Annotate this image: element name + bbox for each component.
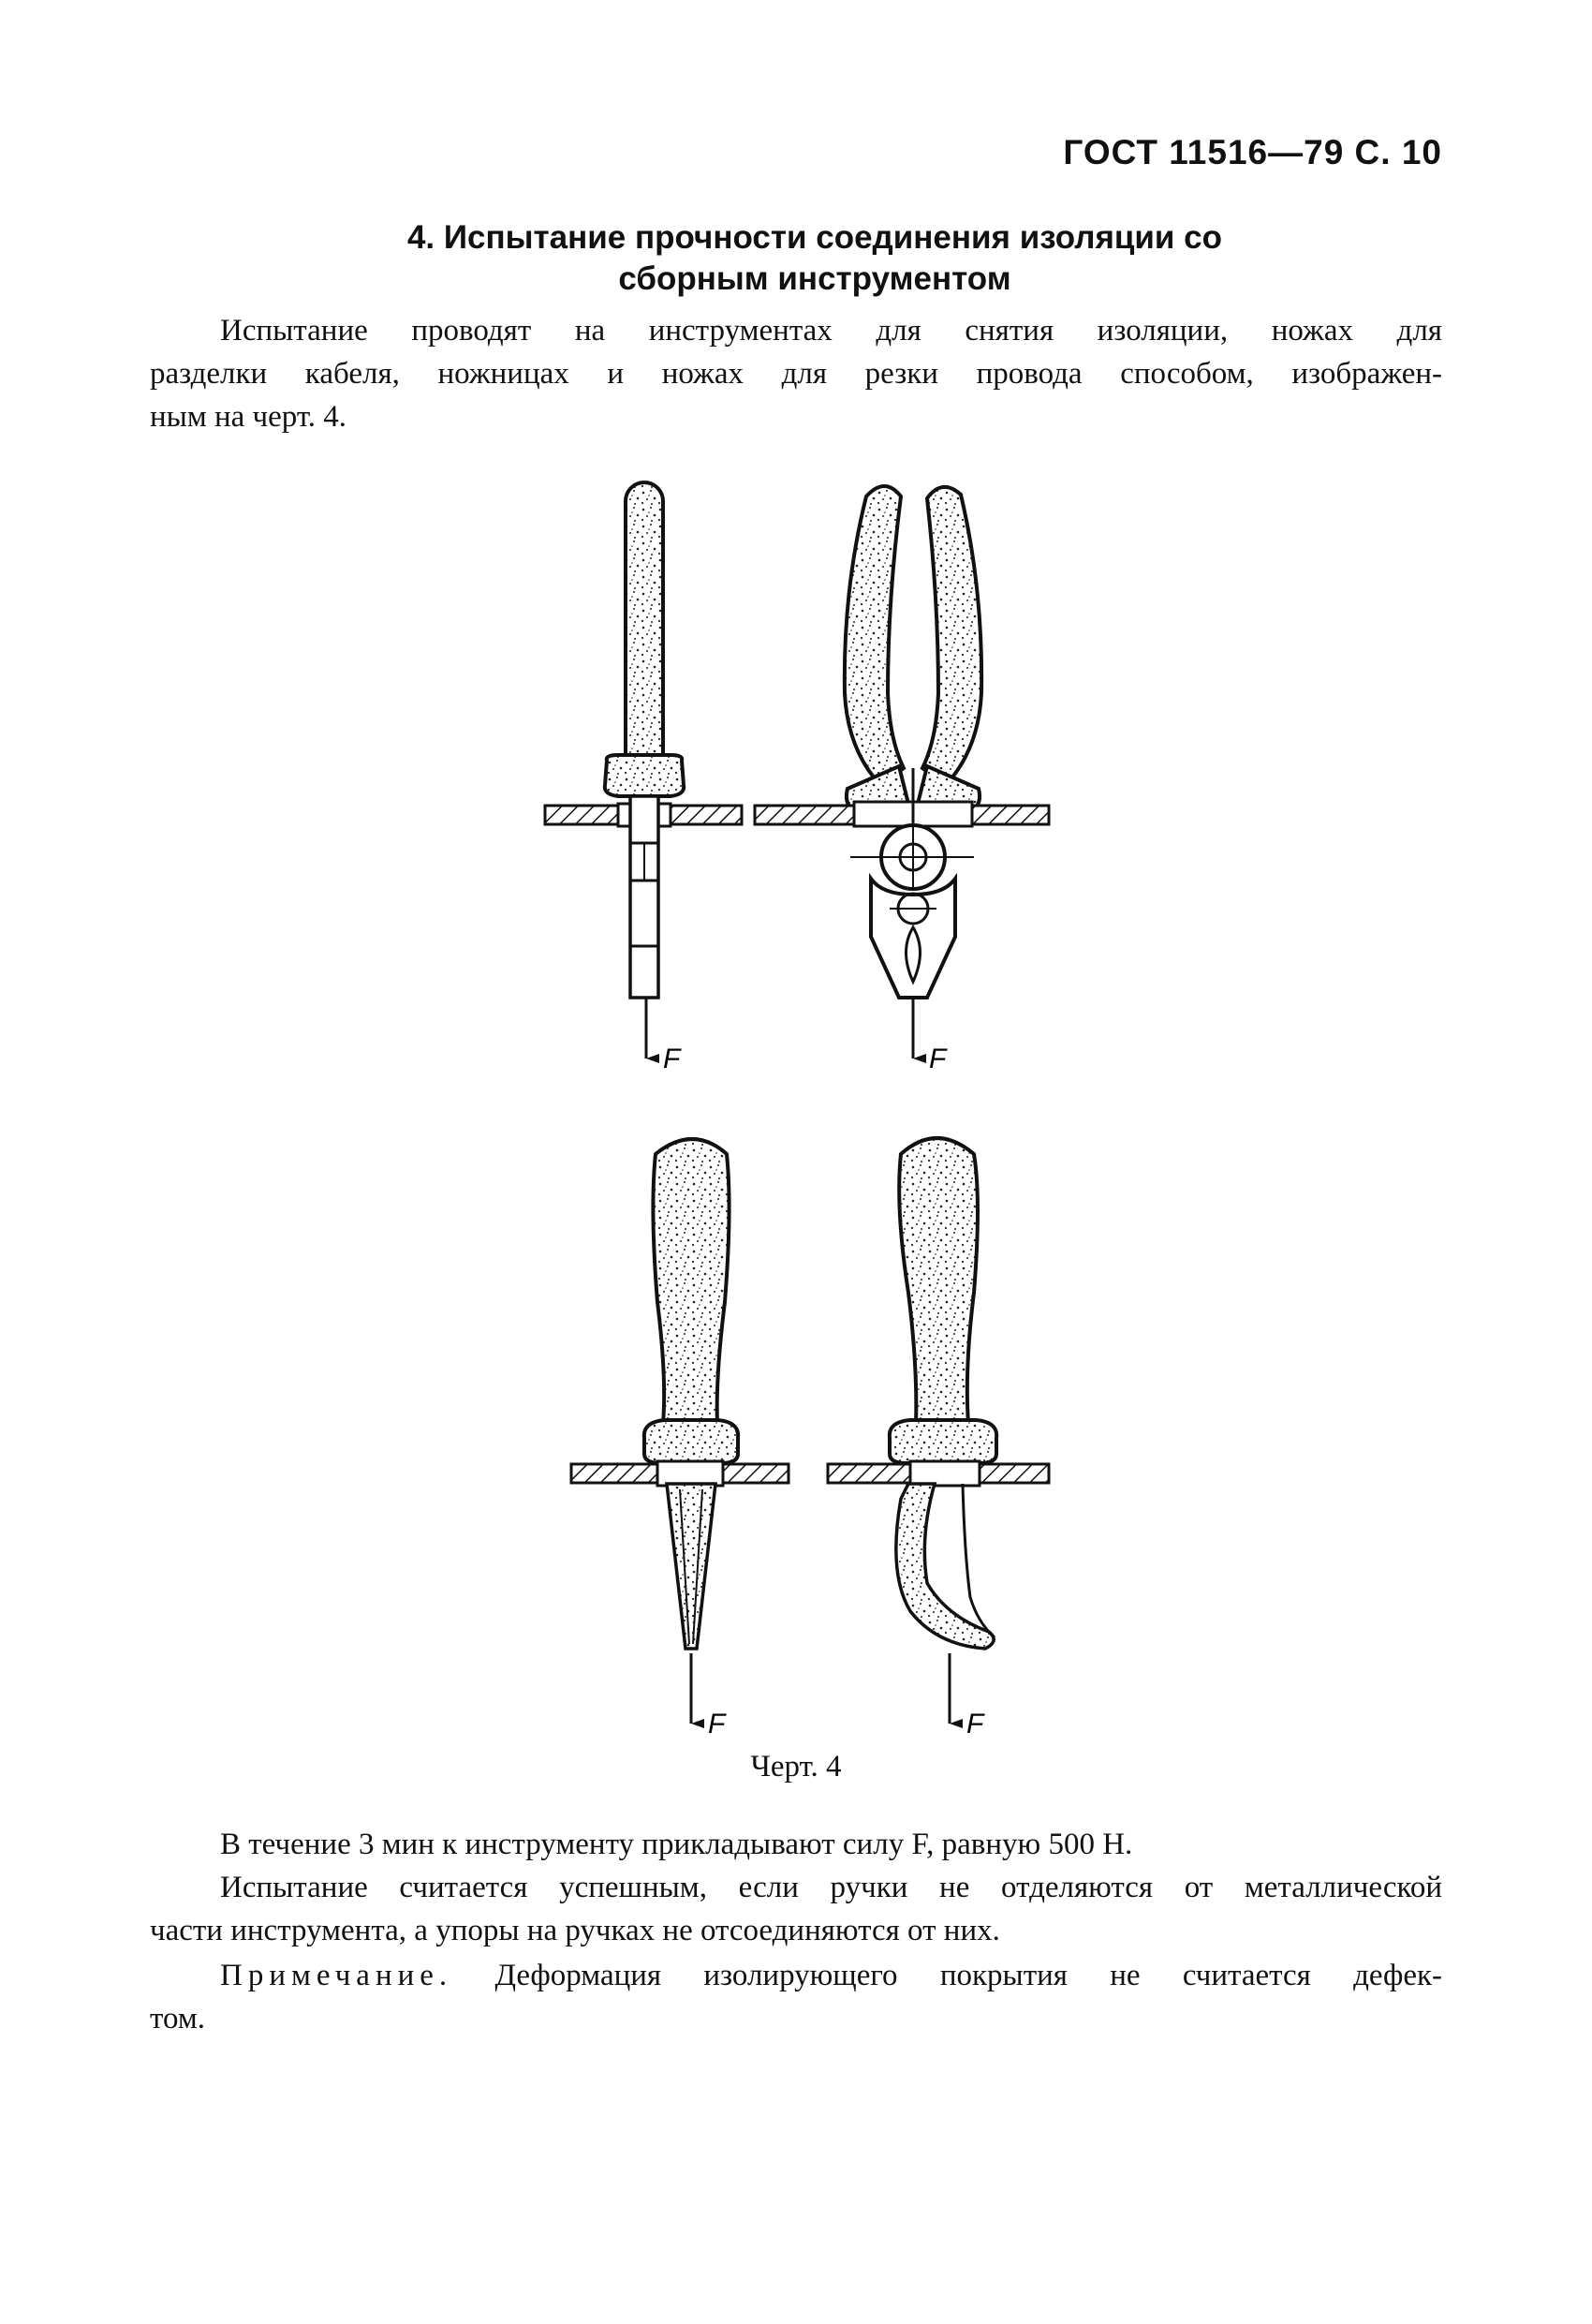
body-line-2: Испытание считается успешным, если ручки не отделяются от металлической: [220, 1871, 1442, 1904]
note-paragraph: [150, 1954, 1442, 2040]
note-line-1: [150, 1954, 1442, 1997]
note-label: Примечание.: [220, 1959, 453, 1992]
force-label: F: [929, 1044, 947, 1074]
tool-straight-knife: [571, 1139, 789, 1739]
force-label: F: [708, 1709, 726, 1739]
tool-pliers: [755, 486, 1049, 1074]
tool-stripper: [545, 482, 742, 1074]
body-paragraph: [150, 1823, 1442, 1952]
intro-line-2: разделки кабеля, ножницах и ножах для резки провода способом, изображен-: [150, 357, 1442, 391]
section-title-line-2: сборным инструментом: [618, 260, 1011, 297]
force-label: F: [663, 1044, 681, 1074]
intro-line-3: ным на черт. 4.: [150, 400, 347, 434]
page-header: ГОСТ 11516—79 С. 10: [1063, 133, 1442, 171]
body-line-1: В течение 3 мин к инструменту прикладывают силу F, равную 500 Н.: [220, 1828, 1133, 1861]
note-line-2: том.: [150, 2002, 205, 2035]
intro-line-1: Испытание проводят на инструментах для снятия изоляции, ножах для: [220, 314, 1442, 348]
note-text: Деформация изолирующего покрытия не считается дефек-: [452, 1959, 1442, 1992]
section-title-line-1: 4. Испытание прочности соединения изоляции со: [406, 219, 1223, 256]
force-label: F: [966, 1709, 984, 1739]
body-line-3: части инструмента, а упоры на ручках не отсоединяются от них.: [150, 1914, 1000, 1947]
tool-hooked-knife: [828, 1138, 1049, 1739]
figure-caption: Черт. 4: [750, 1750, 842, 1784]
